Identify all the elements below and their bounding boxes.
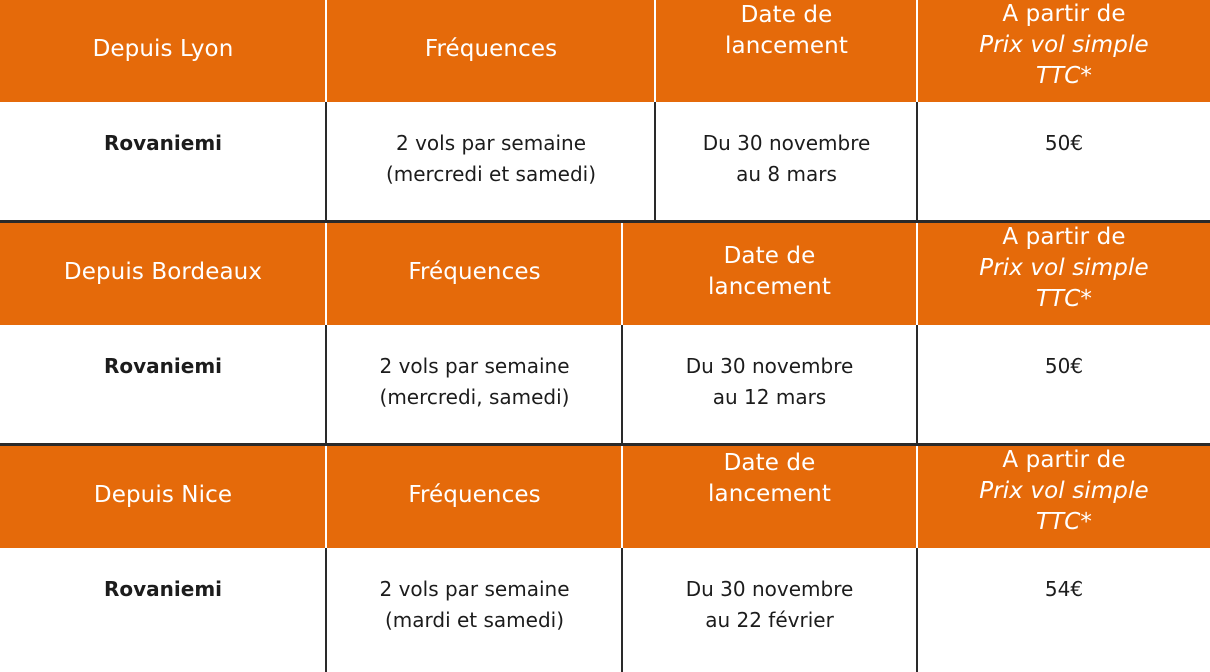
header-price bbox=[918, 223, 1210, 325]
header-price bbox=[918, 446, 1210, 548]
header-frequences bbox=[327, 446, 622, 548]
dates-line2: au 22 février bbox=[705, 608, 834, 632]
header-price-line2: Prix vol simple bbox=[979, 477, 1149, 504]
header-price-text bbox=[979, 445, 1148, 538]
dates-line1: Du 30 novembre bbox=[702, 131, 871, 155]
header-date-line1: Date de bbox=[723, 243, 816, 269]
table-row bbox=[0, 548, 1210, 672]
dates-line2: au 8 mars bbox=[736, 162, 837, 186]
header-origin bbox=[0, 223, 326, 325]
header-date-line2: lancement bbox=[708, 274, 831, 300]
destination-text: Rovaniemi bbox=[103, 577, 223, 601]
frequency-cell bbox=[327, 548, 622, 672]
frequency-line2: (mercredi et samedi) bbox=[385, 162, 597, 186]
dates-line1: Du 30 novembre bbox=[685, 577, 854, 601]
header-price-line1: A partir de bbox=[1002, 0, 1126, 27]
header-price bbox=[918, 0, 1210, 102]
header-frequences-text: Fréquences bbox=[424, 35, 558, 62]
destination-cell bbox=[0, 548, 326, 672]
header-price-line3: TTC* bbox=[1035, 62, 1093, 89]
header-origin bbox=[0, 446, 326, 548]
header-frequences-text: Fréquences bbox=[408, 481, 541, 508]
header-frequences bbox=[327, 223, 622, 325]
header-date-line2: lancement bbox=[725, 33, 848, 59]
dates-cell bbox=[623, 325, 916, 443]
price-text: 50€ bbox=[1044, 354, 1084, 378]
header-date bbox=[623, 223, 916, 325]
header-date-line1: Date de bbox=[723, 450, 816, 476]
frequency-line1: 2 vols par semaine bbox=[379, 354, 570, 378]
table-nice-header bbox=[0, 446, 1210, 548]
header-price-line1: A partir de bbox=[1002, 223, 1126, 250]
header-price-line3: TTC* bbox=[1035, 285, 1093, 312]
frequency-line2: (mercredi, samedi) bbox=[379, 385, 570, 409]
header-frequences-text: Fréquences bbox=[408, 258, 541, 285]
header-date-text bbox=[708, 241, 831, 303]
header-price-line1: A partir de bbox=[1002, 446, 1126, 473]
header-price-line2: Prix vol simple bbox=[979, 254, 1149, 281]
destination-cell bbox=[0, 325, 326, 443]
dates-cell bbox=[656, 102, 917, 220]
destination-cell bbox=[0, 102, 326, 220]
price-cell bbox=[918, 102, 1210, 220]
header-origin-text: Depuis Nice bbox=[93, 481, 233, 508]
destination-text: Rovaniemi bbox=[103, 354, 223, 378]
price-cell bbox=[918, 325, 1210, 443]
frequency-line1: 2 vols par semaine bbox=[379, 577, 570, 601]
price-cell bbox=[918, 548, 1210, 672]
destination-text: Rovaniemi bbox=[103, 131, 223, 155]
header-origin-text: Depuis Lyon bbox=[92, 35, 234, 62]
table-row bbox=[0, 102, 1210, 220]
frequency-cell bbox=[327, 325, 622, 443]
table-row bbox=[0, 325, 1210, 443]
header-date bbox=[656, 0, 917, 102]
dates-line2: au 12 mars bbox=[712, 385, 827, 409]
header-frequences bbox=[327, 0, 655, 102]
header-price-text bbox=[979, 0, 1148, 92]
header-date-line2: lancement bbox=[708, 481, 831, 507]
frequency-line1: 2 vols par semaine bbox=[395, 131, 587, 155]
dates-cell bbox=[623, 548, 916, 672]
header-date-line1: Date de bbox=[740, 2, 833, 28]
price-text: 54€ bbox=[1044, 577, 1084, 601]
dates-line1: Du 30 novembre bbox=[685, 354, 854, 378]
header-date-text bbox=[725, 0, 848, 62]
header-origin bbox=[0, 0, 326, 102]
frequency-line2: (mardi et samedi) bbox=[384, 608, 565, 632]
header-date bbox=[623, 446, 916, 548]
frequency-cell bbox=[327, 102, 655, 220]
header-price-text bbox=[979, 222, 1148, 315]
header-date-text bbox=[708, 448, 831, 510]
header-origin-text: Depuis Bordeaux bbox=[63, 258, 263, 285]
table-bordeaux-header bbox=[0, 223, 1210, 325]
header-price-line3: TTC* bbox=[1035, 508, 1093, 535]
price-text: 50€ bbox=[1044, 131, 1084, 155]
header-price-line2: Prix vol simple bbox=[979, 31, 1149, 58]
table-lyon-header bbox=[0, 0, 1210, 102]
